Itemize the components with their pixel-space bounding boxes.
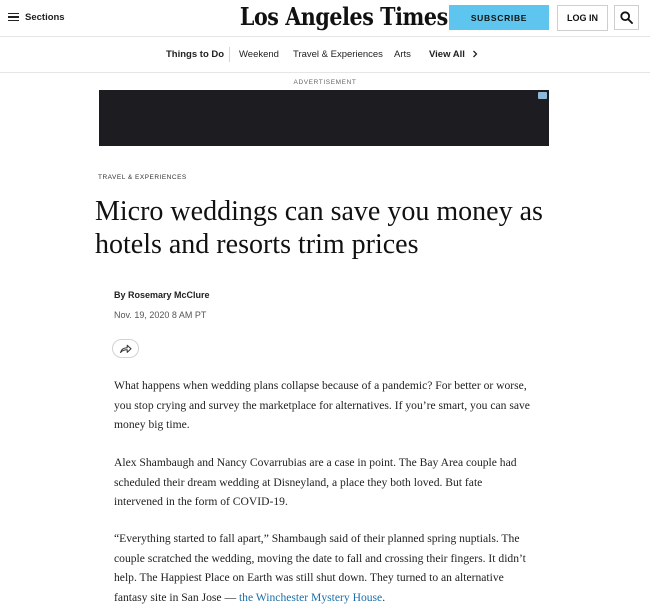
- article-paragraph: [114, 529, 534, 607]
- chevron-right-icon: [471, 50, 479, 58]
- ad-choices-icon[interactable]: [538, 92, 547, 99]
- article-headline: Micro weddings can save you money as hotels and resorts trim prices: [95, 196, 543, 260]
- view-all-label: View All: [429, 49, 465, 60]
- nav-view-all[interactable]: [429, 37, 479, 72]
- paragraph-end: .: [382, 590, 386, 604]
- sections-button[interactable]: [8, 7, 65, 27]
- share-button[interactable]: [112, 339, 139, 358]
- advertisement-label: ADVERTISEMENT: [293, 79, 357, 86]
- search-button[interactable]: [614, 5, 639, 30]
- paragraph-text: “Everything started to fall apart,” Shambaugh said of their planned spring nuptials. The couple scratched the wedding, moving the date to fall and crossing their fingers. It didn’t help. The Happiest Place on Earth was still shut down. They turned to an alternative fantasy site in San Jose —: [114, 532, 526, 604]
- nav-item-travel-experiences[interactable]: Travel & Experiences: [293, 49, 383, 60]
- winchester-mystery-house-link[interactable]: the Winchester Mystery House: [238, 590, 383, 604]
- nav-item-weekend[interactable]: Weekend: [239, 49, 279, 60]
- login-button[interactable]: LOG IN: [557, 5, 608, 31]
- article-byline[interactable]: By Rosemary McClure: [114, 290, 210, 300]
- article-paragraph: Alex Shambaugh and Nancy Covarrubias are a case in point. The Bay Area couple had scheduled their dream wedding at Disneyland, a place they both loved. But fate intervened in the form of COVID-19.: [114, 456, 517, 508]
- nav-item-things-to-do[interactable]: Things to Do: [166, 49, 225, 60]
- article-kicker[interactable]: TRAVEL & EXPERIENCES: [98, 174, 187, 181]
- top-bar: [0, 0, 650, 37]
- search-icon: [620, 11, 633, 24]
- share-icon: [119, 344, 132, 354]
- site-logo[interactable]: Los Angeles Times: [239, 2, 448, 31]
- article-date: Nov. 19, 2020 8 AM PT: [114, 310, 207, 320]
- advertisement-banner[interactable]: [99, 90, 549, 146]
- hamburger-menu-icon: [8, 13, 19, 22]
- nav-item-arts[interactable]: Arts: [394, 49, 411, 60]
- section-nav: [0, 37, 650, 73]
- subscribe-button[interactable]: SUBSCRIBE: [449, 5, 549, 30]
- sections-label: Sections: [25, 11, 65, 23]
- nav-divider: [229, 47, 230, 62]
- article-paragraph: What happens when wedding plans collapse because of a pandemic? For better or worse, you stop crying and survey the marketplace for alternatives. If you’re smart, you can save money big time.: [114, 379, 530, 431]
